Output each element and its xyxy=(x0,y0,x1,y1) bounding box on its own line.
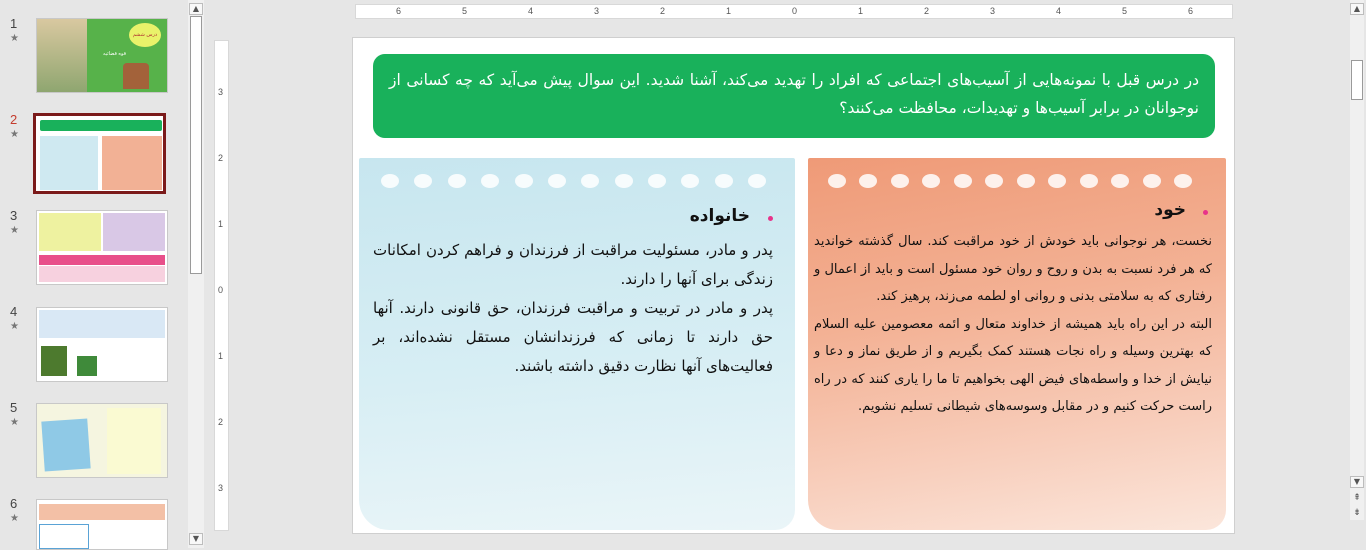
scroll-down-icon[interactable]: ▼ xyxy=(189,533,203,545)
self-paragraph: البته در این راه باید همیشه از خداوند متعال و ائمه معصومین علیه السلام که بهترین وسیله و راه نجات هستند کمک بگیریم و از طریق نماز و دعا و نیایش از خدا و واسطه‌های فیض الهی بخواهیم تا ما را یاری کنند که در راه راست حرکت کنیم و در مقابل وسوسه‌های شیطانی تسلیم نشویم. xyxy=(814,316,1212,414)
family-paragraph: پدر و مادر، مسئولیت مراقبت از فرزندان و فراهم کردن امکانات زندگی برای آنها را دارند. xyxy=(373,241,773,288)
self-paragraph: نخست، هر نوجوانی باید خودش از خود مراقبت کند. سال گذشته خواندید که هر فرد نسبت به بدن و روح و روان خود مسئول است و باید از اعمال و رفتاری که به سلامتی بدنی و روانی او لطمه می‌زند، پرهیز کند. xyxy=(814,234,1212,304)
self-text xyxy=(814,228,1212,421)
family-heading: خانواده xyxy=(689,206,750,226)
ruler-label: 2 xyxy=(218,153,224,163)
ruler-label: 1 xyxy=(218,351,224,361)
slide-thumbnail-4[interactable] xyxy=(36,307,168,382)
slide-thumbnail-1[interactable] xyxy=(36,18,168,93)
bullet-icon xyxy=(768,216,773,221)
slide-number: 4 xyxy=(10,304,18,319)
ruler-label: 0 xyxy=(218,285,224,295)
family-paragraph: پدر و مادر در تربیت و مراقبت فرزندان، حق قانونی دارند. آنها حق دارند تا زمانی که فرزندانشان مستقل نشده‌اند، بر فعالیت‌های آنها نظارت دقیق داشته باشند. xyxy=(373,299,773,375)
thumb-subtitle: قوه قضائیه xyxy=(103,51,127,57)
thumb-title: درس ششم xyxy=(129,23,161,47)
family-text xyxy=(373,236,773,381)
slide-star-icon: ★ xyxy=(10,417,19,428)
ruler-label: 3 xyxy=(218,87,224,97)
intro-banner[interactable]: در درس قبل با نمونه‌هایی از آسیب‌های اجتماعی که افراد را تهدید می‌کند، آشنا شدید. این سوال پیش می‌آید که چه کسانی از نوجوانان در برابر آسیب‌ها و تهدیدات، محافظت می‌کنند؟ xyxy=(373,54,1215,138)
slide-thumbnail-5[interactable] xyxy=(36,403,168,478)
ruler-label: 3 xyxy=(990,6,996,16)
scroll-thumb[interactable] xyxy=(190,16,202,274)
slide-number: 5 xyxy=(10,400,18,415)
slide-number: 2 xyxy=(10,112,18,127)
ruler-label: 4 xyxy=(528,6,534,16)
ruler-label: 0 xyxy=(792,6,798,16)
ruler-label: 6 xyxy=(1188,6,1194,16)
slide-number: 6 xyxy=(10,496,18,511)
ruler-label: 3 xyxy=(594,6,600,16)
thumbnails-scrollbar[interactable] xyxy=(188,0,204,548)
scroll-down-icon[interactable]: ▼ xyxy=(1350,476,1364,488)
slide-star-icon: ★ xyxy=(10,225,19,236)
vertical-ruler xyxy=(214,40,229,531)
slide-thumbnails-pane xyxy=(0,0,188,548)
self-heading: خود xyxy=(1154,200,1186,220)
ruler-label: 1 xyxy=(218,219,224,229)
scroll-thumb[interactable] xyxy=(1351,60,1363,100)
ruler-label: 3 xyxy=(218,483,224,493)
scroll-up-icon[interactable]: ▲ xyxy=(1350,3,1364,15)
ruler-label: 2 xyxy=(924,6,930,16)
self-note[interactable] xyxy=(808,158,1226,530)
ruler-label: 5 xyxy=(1122,6,1128,16)
slide-thumbnail-3[interactable] xyxy=(36,210,168,285)
ruler-label: 2 xyxy=(218,417,224,427)
slide-star-icon: ★ xyxy=(10,321,19,332)
slide-star-icon: ★ xyxy=(10,33,19,44)
note-holes xyxy=(808,174,1226,190)
ruler-label: 4 xyxy=(1056,6,1062,16)
horizontal-ruler xyxy=(355,4,1233,19)
ruler-label: 1 xyxy=(858,6,864,16)
note-holes xyxy=(359,174,795,190)
slide-canvas[interactable] xyxy=(352,37,1235,534)
ruler-label: 2 xyxy=(660,6,666,16)
slide-thumbnail-6[interactable] xyxy=(36,499,168,550)
next-slide-icon[interactable]: ⇟ xyxy=(1353,508,1361,518)
thumb-image xyxy=(37,19,87,92)
slide-thumbnail-2-selected[interactable] xyxy=(33,113,166,194)
slide-number: 3 xyxy=(10,208,18,223)
slide-number: 1 xyxy=(10,16,18,31)
thumb-figure xyxy=(123,63,149,89)
slide-star-icon: ★ xyxy=(10,513,19,524)
ruler-label: 5 xyxy=(462,6,468,16)
ruler-label: 6 xyxy=(396,6,402,16)
scroll-up-icon[interactable]: ▲ xyxy=(189,3,203,15)
slide-star-icon: ★ xyxy=(10,129,19,140)
family-note[interactable] xyxy=(359,158,795,530)
editor-vertical-scrollbar[interactable] xyxy=(1350,0,1364,520)
ruler-label: 1 xyxy=(726,6,732,16)
bullet-icon xyxy=(1203,210,1208,215)
previous-slide-icon[interactable]: ⇞ xyxy=(1353,493,1361,503)
